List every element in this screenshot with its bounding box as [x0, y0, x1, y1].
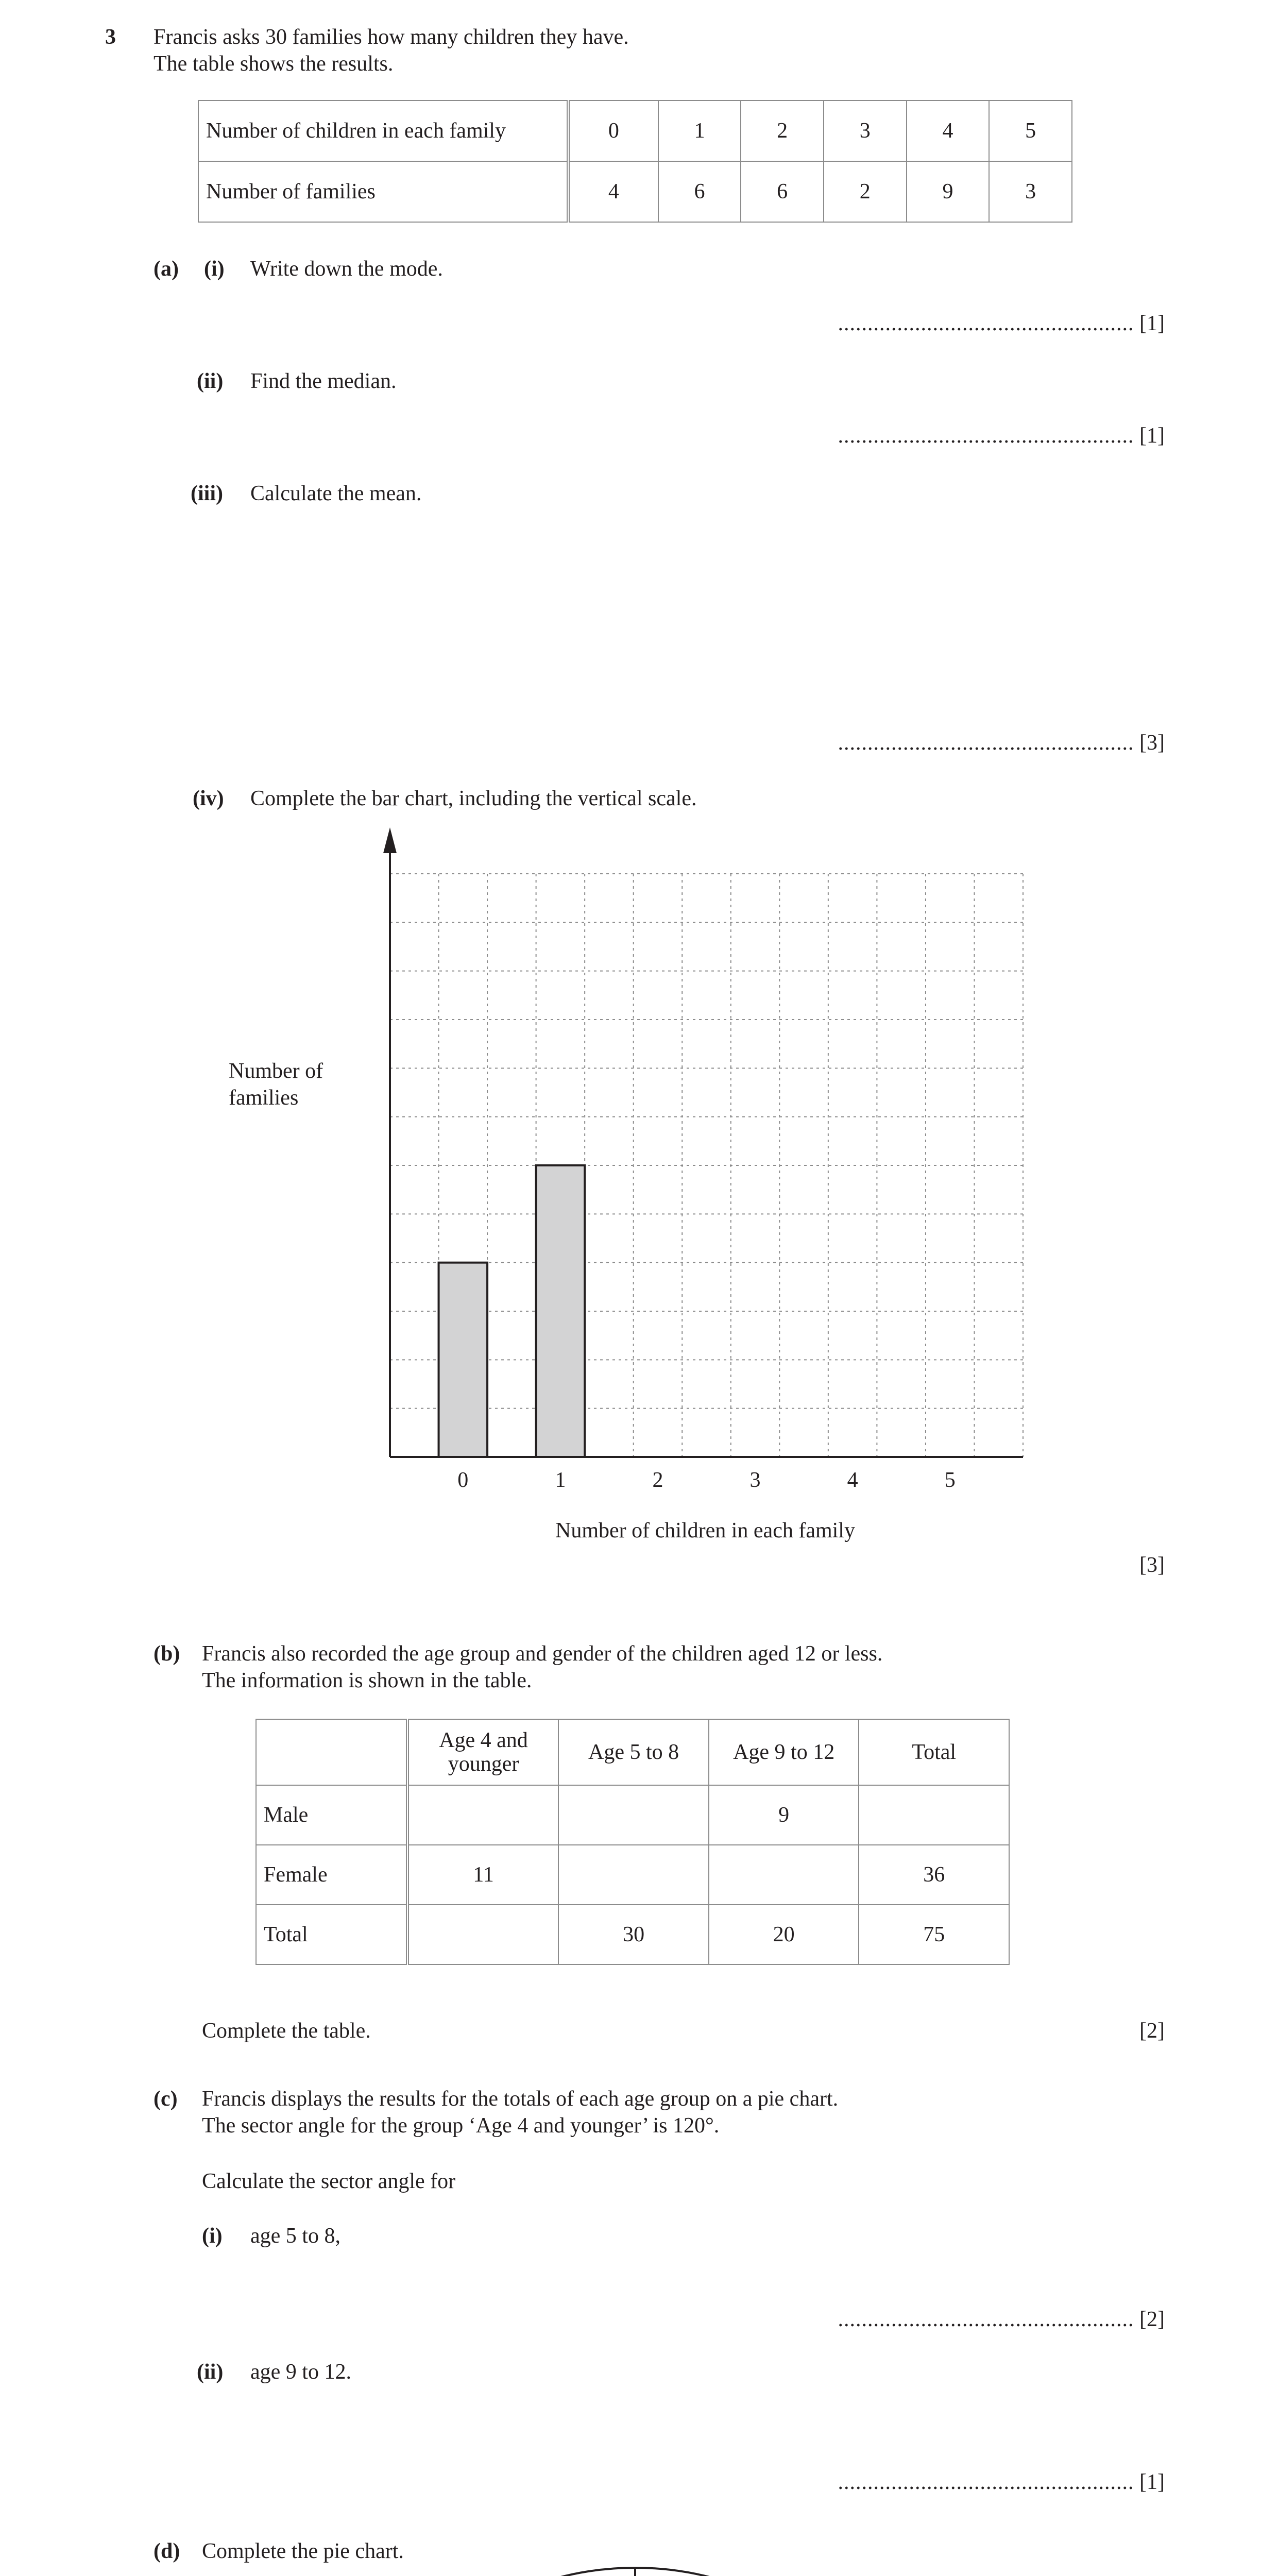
- x-tick-label-1: 1: [555, 1468, 566, 1492]
- bar-chart-bars: [439, 1165, 585, 1457]
- age-table-header-age9to12: Age 9 to 12: [709, 1719, 859, 1785]
- part-a-iv-text: Complete the bar chart, including the vertical scale.: [250, 787, 697, 810]
- part-a-ii-label: (ii): [197, 369, 224, 393]
- bar-chart-tick-labels: [457, 1468, 955, 1492]
- age-table-row-label: Male: [256, 1785, 407, 1845]
- part-b-text1: Francis also recorded the age group and gender of the children aged 12 or less.: [202, 1642, 883, 1666]
- x-tick-label-5: 5: [944, 1468, 956, 1492]
- results-table-cell: 3: [989, 161, 1072, 222]
- x-tick-label-3: 3: [749, 1468, 761, 1492]
- answer-line-c-i[interactable]: [838, 2307, 1165, 2332]
- age-table-row-label: Total: [256, 1905, 407, 1964]
- y-axis-arrowhead-icon: [383, 827, 397, 853]
- question-number: 3: [105, 25, 116, 49]
- header-line: younger: [448, 1752, 519, 1776]
- part-c-i-text: age 5 to 8,: [250, 2224, 340, 2248]
- answer-dots: ..................................................: [838, 312, 1134, 335]
- results-table-cell: 6: [658, 161, 741, 222]
- part-b-text2: The information is shown in the table.: [202, 1669, 532, 1692]
- results-table-row1-label: Number of children in each family: [198, 100, 568, 161]
- part-c-label: (c): [154, 2087, 178, 2111]
- answer-line-c-ii[interactable]: [838, 2470, 1165, 2495]
- marks-a-iv: [3]: [1139, 1553, 1165, 1577]
- part-c-i-label: (i): [202, 2224, 223, 2248]
- age-table-cell-input[interactable]: [407, 1785, 559, 1845]
- age-table-row-label: Female: [256, 1845, 407, 1905]
- bar-1: [536, 1165, 585, 1457]
- x-tick-label-0: 0: [457, 1468, 469, 1492]
- part-a-iii-label: (iii): [191, 482, 223, 505]
- part-c-text1: Francis displays the results for the totals of each age group on a pie chart.: [202, 2087, 839, 2111]
- x-axis-label: Number of children in each family: [555, 1519, 855, 1543]
- header-line: Age 4 and: [439, 1728, 528, 1752]
- question-intro-line1: Francis asks 30 families how many children they have.: [154, 25, 629, 49]
- results-table-cell: 0: [568, 100, 658, 161]
- part-a-iii-text: Calculate the mean.: [250, 482, 422, 505]
- part-a-iv-label: (iv): [193, 787, 224, 810]
- question-intro-line2: The table shows the results.: [154, 52, 394, 76]
- age-table-cell: 75: [859, 1905, 1009, 1964]
- part-b-instruction: Complete the table.: [202, 2019, 371, 2043]
- age-table-header-age5to8: Age 5 to 8: [558, 1719, 709, 1785]
- marks-a-iii: [3]: [1139, 731, 1165, 755]
- age-table-cell-input[interactable]: [859, 1785, 1009, 1845]
- answer-dots: ..................................................: [838, 2470, 1134, 2494]
- age-table-cell: 30: [558, 1905, 709, 1964]
- part-a-i-text: Write down the mode.: [250, 257, 443, 281]
- marks-a-ii: [1]: [1139, 424, 1165, 448]
- marks-c-ii: [1]: [1139, 2470, 1165, 2494]
- part-c-text3: Calculate the sector angle for: [202, 2170, 456, 2193]
- results-table-cell: 9: [907, 161, 990, 222]
- bar-0: [439, 1263, 488, 1457]
- results-table-cell: 1: [658, 100, 741, 161]
- age-table-corner: [256, 1719, 407, 1785]
- results-table-cell: 4: [907, 100, 990, 161]
- part-a-i-label: (i): [204, 257, 225, 281]
- answer-dots: ..................................................: [838, 2308, 1134, 2331]
- pie-chart[interactable]: [0, 2566, 1278, 2576]
- part-a-label: (a): [154, 257, 179, 281]
- age-group-table: [255, 1719, 1010, 1965]
- age-table-cell: 9: [709, 1785, 859, 1845]
- y-axis-label-line1: Number of: [229, 1059, 323, 1083]
- age-table-cell: 11: [407, 1845, 559, 1905]
- age-table-cell-input[interactable]: [558, 1845, 709, 1905]
- results-table-cell: 3: [824, 100, 907, 161]
- age-table-cell-input[interactable]: [407, 1905, 559, 1964]
- part-c-ii-text: age 9 to 12.: [250, 2360, 351, 2384]
- results-table-cell: 2: [824, 161, 907, 222]
- results-table-row2-label: Number of families: [198, 161, 568, 222]
- part-d-text: Complete the pie chart.: [202, 2539, 404, 2563]
- answer-dots: ..................................................: [838, 731, 1134, 755]
- part-d-label: (d): [154, 2539, 180, 2563]
- age-table-header-age4: [407, 1719, 559, 1785]
- x-tick-label-4: 4: [847, 1468, 858, 1492]
- age-table-cell: 36: [859, 1845, 1009, 1905]
- results-table-cell: 6: [741, 161, 824, 222]
- marks-a-i: [1]: [1139, 312, 1165, 335]
- age-table-header-total: Total: [859, 1719, 1009, 1785]
- part-a-ii-text: Find the median.: [250, 369, 397, 393]
- x-tick-label-2: 2: [652, 1468, 663, 1492]
- marks-c-i: [2]: [1139, 2308, 1165, 2331]
- part-c-ii-label: (ii): [197, 2360, 224, 2384]
- age-table-cell: 20: [709, 1905, 859, 1964]
- results-table-cell: 4: [568, 161, 658, 222]
- part-c-text2: The sector angle for the group ‘Age 4 and younger’ is 120°.: [202, 2114, 720, 2138]
- results-table-cell: 2: [741, 100, 824, 161]
- age-table-cell-input[interactable]: [558, 1785, 709, 1845]
- part-b-label: (b): [154, 1642, 180, 1666]
- marks-b: [2]: [1139, 2019, 1165, 2043]
- age-table-cell-input[interactable]: [709, 1845, 859, 1905]
- answer-dots: ..................................................: [838, 424, 1134, 448]
- results-table-cell: 5: [989, 100, 1072, 161]
- y-axis-label-line2: families: [229, 1086, 299, 1110]
